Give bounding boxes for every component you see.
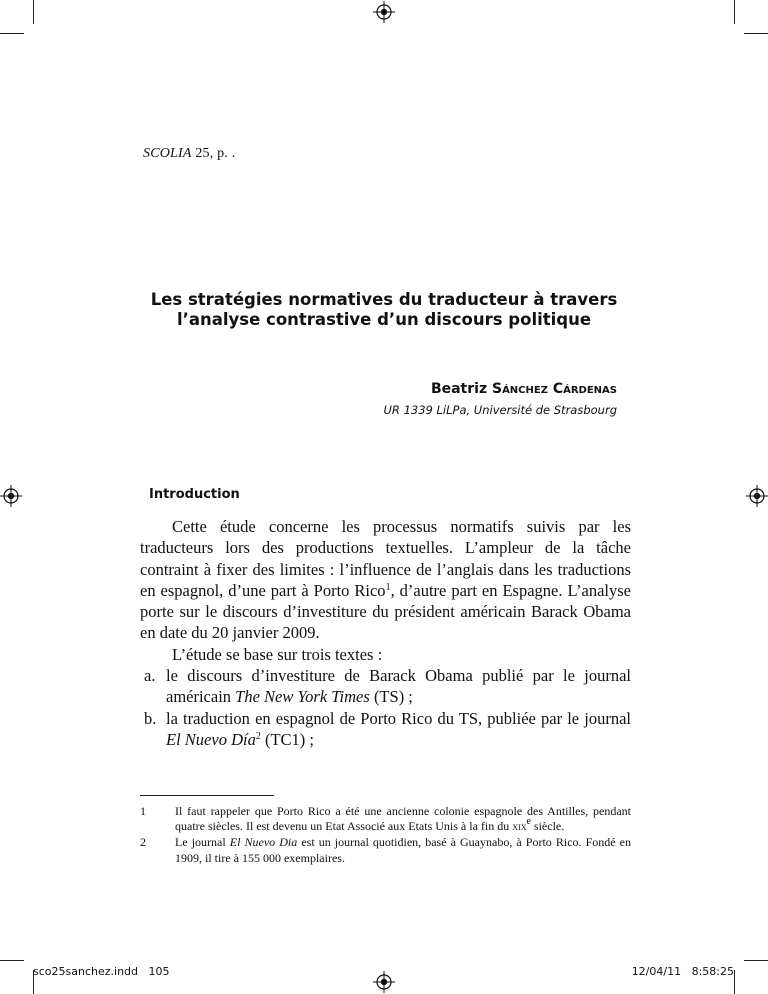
list-item-text: (TS) ;	[369, 687, 413, 707]
running-header	[143, 146, 235, 162]
author-last-name: Sánchez Cárdenas	[491, 381, 617, 397]
footnote-number: 2	[140, 835, 146, 850]
footnote-text: est un journal quotidien, basé à Guaynabo, à Porto Rico. Fondé en 1909, il tire à 155 000 exemplaires.	[175, 835, 631, 865]
crop-mark	[0, 33, 24, 34]
footnote-number: 1	[140, 804, 146, 818]
author-name	[431, 381, 617, 397]
list-item-text: (TC1) ;	[260, 729, 314, 749]
registration-mark-icon	[373, 971, 395, 993]
source-list	[140, 665, 631, 750]
footnote-text: siècle.	[530, 819, 565, 834]
footnote-text: Il faut rappeler que Porto Rico a été une ancienne colonie espagnole des Antilles, pendant quatre siècles. Il est devenu un Etat Associé aux Etats Unis à la fin du	[175, 804, 631, 834]
crop-mark	[0, 960, 24, 961]
body-text	[140, 516, 631, 750]
footnote-ref[interactable]: 1	[385, 581, 391, 593]
superscript: e	[526, 816, 531, 828]
date-slug: 12/04/11 8:58:25	[631, 965, 734, 978]
paragraph: L’étude se base sur trois textes :	[172, 644, 383, 664]
crop-mark	[734, 0, 735, 24]
list-item	[140, 708, 631, 751]
footnote	[140, 804, 631, 834]
article-title	[100, 290, 668, 330]
title-line: Les stratégies normatives du traducteur à travers	[150, 290, 618, 309]
title-line: l’analyse contrastive d’un discours politique	[176, 310, 592, 329]
file-slug: sco25sanchez.indd 105	[33, 965, 170, 978]
issue-info: 25, p. .	[191, 146, 236, 161]
crop-mark	[734, 970, 735, 994]
list-label: a.	[144, 666, 156, 686]
registration-mark-icon	[0, 485, 22, 507]
roman-numeral: xix	[512, 819, 527, 834]
publication-name: The New York Times	[235, 687, 370, 707]
author-affiliation: UR 1339 LiLPa, Université de Strasbourg	[383, 403, 617, 417]
crop-mark	[744, 33, 768, 34]
paragraph	[140, 516, 631, 644]
publication-name: El Nuevo Dia	[229, 835, 298, 850]
registration-mark-icon	[746, 485, 768, 507]
publication-name: El Nuevo Día	[166, 729, 256, 749]
footnote-ref[interactable]: 2	[255, 730, 261, 742]
list-item	[140, 665, 631, 708]
footnotes	[140, 804, 631, 867]
journal-name: SCOLIA	[143, 146, 192, 161]
footnote-text: Le journal	[175, 835, 230, 850]
paragraph-text: Cette étude concerne les processus normatifs suivis par les traducteurs lors des productions textuelles. L’ampleur de la tâche contraint à fixer des limites : l’influence de l’anglais dans les traductions en espagnol, d’une part à Porto Rico	[140, 517, 631, 600]
paragraph-text: , d’autre part en Espagne. L’analyse porte sur le discours d’investiture du président américain Barack Obama en date du 20 janvier 2009.	[140, 580, 631, 643]
footnote-separator	[140, 795, 274, 796]
section-heading: Introduction	[149, 487, 240, 502]
footnote	[140, 835, 631, 865]
author-first-name: Beatriz	[430, 381, 488, 397]
list-item-text: le discours d’investiture de Barack Obama publié par le journal américain	[166, 666, 631, 707]
registration-mark-icon	[373, 1, 395, 23]
list-item-text: la traduction en espagnol de Porto Rico du TS, publiée par le journal	[166, 708, 631, 728]
crop-mark	[33, 0, 34, 24]
crop-mark	[744, 960, 768, 961]
list-label: b.	[144, 708, 157, 728]
